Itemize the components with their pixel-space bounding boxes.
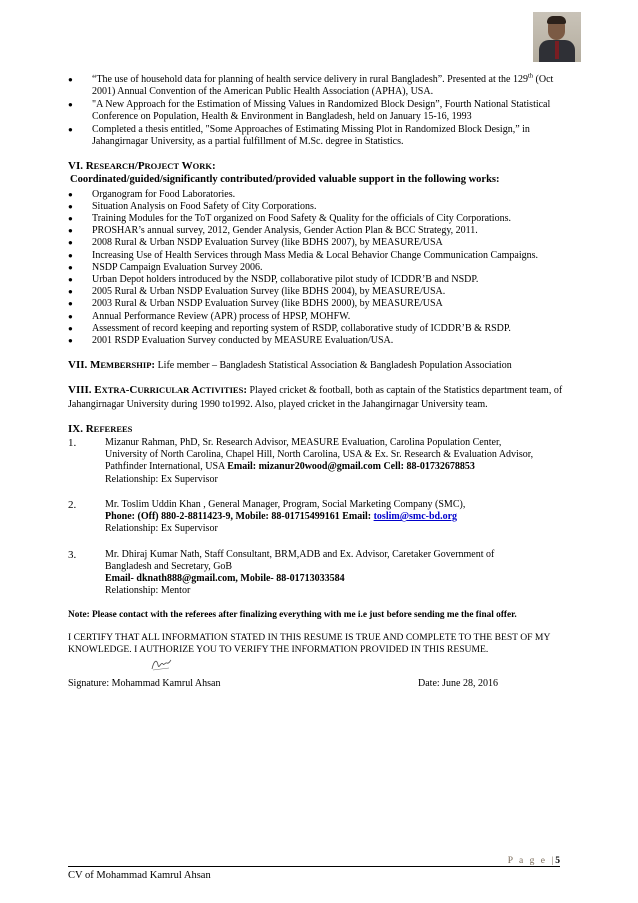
- title-part: /P: [134, 160, 145, 173]
- referee-details: [105, 549, 568, 598]
- referee-line: Mr. Toslim Uddin Khan , General Manager, Program, Social Marketing Company (SMC),: [105, 498, 466, 510]
- title-part: ORK: [192, 161, 212, 172]
- referee-item: [68, 549, 568, 598]
- bullet-icon: ●: [68, 250, 73, 260]
- title-part: VII. M: [68, 359, 101, 372]
- handwritten-signature-icon: [150, 656, 172, 674]
- photo-tie-shape: [555, 41, 559, 59]
- referee-line: [105, 511, 568, 523]
- referee-relationship: Relationship: Ex Supervisor: [105, 523, 218, 535]
- list-item: [68, 225, 568, 237]
- title-part: ESEARCH: [93, 161, 135, 172]
- title-part: CTIVITIES: [199, 385, 244, 396]
- bullet-icon: ●: [68, 124, 73, 134]
- list-item: [68, 311, 568, 323]
- section-title-referees: [68, 423, 568, 435]
- membership-text: Life member – Bangladesh Statistical Association & Bangladesh Population Association: [155, 360, 512, 372]
- research-item-text: Annual Performance Review (APR) process of HPSP, MOHFW.: [92, 310, 351, 322]
- title-part: EMBERSHIP: [100, 360, 152, 371]
- bullet-icon: ●: [68, 275, 73, 285]
- list-item: [68, 250, 568, 262]
- section-title-membership: [68, 359, 568, 372]
- research-item-text: 2005 Rural & Urban NSDP Evaluation Survey (like BDHS 2004), by MEASURE/USA.: [92, 286, 446, 298]
- referee-contact: Phone: (Off) 880-2-8811423-9, Mobile: 88-01715499161 Email:: [105, 511, 374, 523]
- signature-label: Signature: Mohammad Kamrul Ahsan: [68, 677, 221, 689]
- research-item-text: Increasing Use of Health Services through Mass Media & Local Behavior Change Communication Campaigns.: [92, 249, 539, 261]
- list-item: [68, 124, 568, 148]
- title-part: URRICULAR: [137, 385, 190, 396]
- pub-text: “The use of household data for planning of health service delivery in rural Bangladesh”. Presented at the 129: [92, 74, 528, 85]
- title-part: :: [151, 359, 156, 372]
- referee-relationship: Relationship: Mentor: [105, 585, 191, 597]
- title-part: VIII. E: [68, 384, 102, 397]
- referee-email-link[interactable]: toslim@smc-bd.org: [373, 511, 458, 523]
- referee-item: [68, 437, 568, 486]
- research-item-text: 2003 Rural & Urban NSDP Evaluation Survey (like BDHS 2000), by MEASURE/USA: [92, 298, 443, 310]
- title-part: :: [211, 160, 216, 173]
- pub-sup: th: [527, 72, 534, 80]
- list-item: [68, 298, 568, 310]
- title-part: XTRA: [101, 385, 126, 396]
- research-item-text: Urban Depot holders introduced by the NSDP, collaborative pilot study of ICDDR’B and NSDP.: [92, 274, 479, 286]
- title-part: ROJECT: [144, 161, 180, 172]
- signature-date: Date: June 28, 2016: [418, 677, 498, 689]
- referee-number: 1.: [68, 437, 77, 450]
- bullet-icon: ●: [68, 336, 73, 346]
- bullet-icon: ●: [68, 299, 73, 309]
- referee-number: 2.: [68, 498, 77, 511]
- list-item: [68, 74, 568, 98]
- list-item: [68, 237, 568, 249]
- certification-statement: I CERTIFY THAT ALL INFORMATION STATED IN THIS RESUME IS TRUE AND COMPLETE TO THE BEST OF MY KNOWLEDGE. I AUTHORIZE YOU TO VERIFY THE INFORMATION PROVIDED IN THIS RESUME.: [68, 631, 551, 655]
- referee-line: Mizanur Rahman, PhD, Sr. Research Advisor, MEASURE Evaluation, Carolina Population Center,: [105, 437, 502, 449]
- referee-line: University of North Carolina, Chapel Hill, North Carolina, USA & Ex. Sr. Research & Evaluation Advisor,: [105, 449, 534, 461]
- list-item: [68, 274, 568, 286]
- list-item: [68, 213, 568, 225]
- research-item-text: Organogram for Food Laboratories.: [92, 188, 236, 200]
- research-item-text: Situation Analysis on Food Safety of City Corporations.: [92, 200, 317, 212]
- resume-content: [68, 74, 568, 692]
- research-item-text: Training Modules for the ToT organized on Food Safety & Quality for the officials of City Corporations.: [92, 213, 511, 225]
- referee-line: Mr. Dhiraj Kumar Nath, Staff Consultant, BRM,ADB and Ex. Advisor, Caretaker Government of: [105, 548, 495, 560]
- list-item: [68, 99, 568, 123]
- research-item-text: Assessment of record keeping and reporting system of RSDP, collaborative study of ICDDR’B & RSDP.: [92, 322, 511, 334]
- footer-text: CV of Mohammad Kamrul Ahsan: [68, 870, 211, 881]
- referee-details: [105, 499, 568, 536]
- pub-text-cont: (Oct 2001) Annual Convention of the American Public Health Association (APHA), USA.: [92, 74, 554, 98]
- bullet-icon: ●: [68, 214, 73, 224]
- title-part: A: [189, 384, 200, 397]
- referee-details: [105, 437, 568, 486]
- page-label: P a g e |: [507, 856, 556, 866]
- bullet-icon: ●: [68, 99, 73, 109]
- section-title-extracurricular: [68, 384, 568, 410]
- list-item: [68, 262, 568, 274]
- list-item: [68, 189, 568, 201]
- title-part: W: [179, 160, 193, 173]
- footer-divider: [68, 866, 560, 867]
- publications-list: [68, 74, 568, 148]
- research-item-text: 2008 Rural & Urban NSDP Evaluation Survey (like BDHS 2007), by MEASURE/USA: [92, 237, 443, 249]
- research-item-text: NSDP Campaign Evaluation Survey 2006.: [92, 261, 263, 273]
- bullet-icon: ●: [68, 262, 73, 272]
- list-item: [68, 323, 568, 335]
- title-part: IX. R: [68, 422, 94, 435]
- list-item: [68, 201, 568, 213]
- bullet-icon: ●: [68, 189, 73, 199]
- referee-note: Note: Please contact with the referees after finalizing everything with me i.e just before sending me the final offer.: [68, 610, 517, 621]
- extracurricular-text: Played cricket & football, both as captain of the Statistics department team, of Jahangirnagar University during 1990 to1992. Also, played cricket in the Jahangirnagar University team.: [68, 385, 563, 410]
- bullet-icon: ●: [68, 226, 73, 236]
- referee-relationship: Relationship: Ex Supervisor: [105, 473, 218, 485]
- bullet-icon: ●: [68, 75, 73, 84]
- research-item-text: 2001 RSDP Evaluation Survey conducted by MEASURE Evaluation/USA.: [92, 335, 394, 347]
- research-subtitle: Coordinated/guided/significantly contributed/provided valuable support in the following works:: [70, 174, 500, 186]
- referee-line: [105, 461, 568, 473]
- title-part: EFEREES: [93, 423, 133, 434]
- referee-number: 3.: [68, 548, 77, 561]
- page-number: [508, 856, 560, 866]
- research-list: [68, 189, 568, 348]
- referee-item: [68, 499, 568, 536]
- profile-photo: [533, 12, 581, 62]
- bullet-icon: ●: [68, 201, 73, 211]
- pub-text: Completed a thesis entitled, "Some Approaches of Estimating Missing Plot in Randomized Block Design,” in Jahangirnagar University, as a partial fulfillment of M.Sc. degree in Statistics.: [92, 123, 530, 148]
- page-number-value: 5: [555, 856, 560, 866]
- title-part: VI. R: [68, 160, 94, 173]
- title-part: :: [243, 384, 247, 397]
- bullet-icon: ●: [68, 287, 73, 297]
- list-item: [68, 286, 568, 298]
- pub-text: "A New Approach for the Estimation of Missing Values in Randomized Block Design”, Fourth National Statistical Conference on Population, Health & Environment in Bangladesh, held on January 15-16, 1993: [92, 98, 551, 123]
- signature-line: [68, 678, 568, 692]
- referee-org: Pathfinder International, USA: [105, 461, 228, 473]
- photo-hair-shape: [547, 16, 566, 24]
- bullet-icon: ●: [68, 238, 73, 248]
- referee-line: Bangladesh and Secretary, GoB: [105, 560, 233, 572]
- research-item-text: PROSHAR’s annual survey, 2012, Gender Analysis, Gender Action Plan & BCC Strategy, 2011.: [92, 225, 478, 237]
- bullet-icon: ●: [68, 323, 73, 333]
- list-item: [68, 335, 568, 347]
- referee-contact: Email- dknath888@gmail.com, Mobile- 88-01713033584: [105, 572, 345, 584]
- bullet-icon: ●: [68, 311, 73, 321]
- title-part: -C: [125, 384, 138, 397]
- section-title-research: [68, 160, 568, 172]
- referee-contact: Email: mizanur20wood@gmail.com Cell: 88-01732678853: [227, 461, 475, 473]
